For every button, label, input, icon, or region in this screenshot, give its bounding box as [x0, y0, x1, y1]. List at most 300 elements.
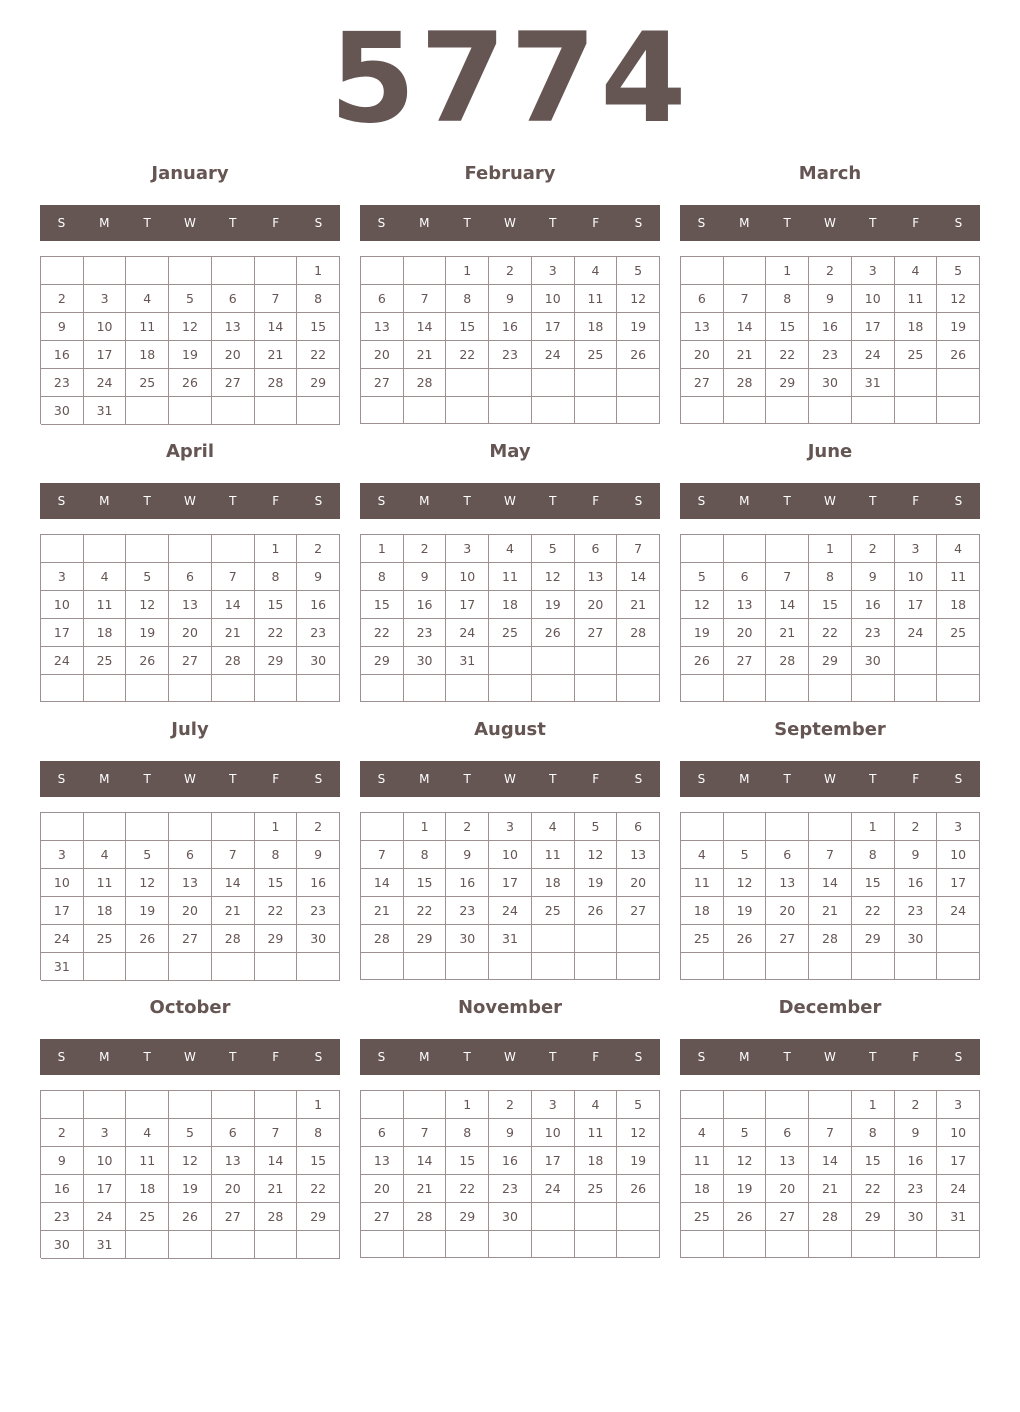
day-cell: 2 — [895, 1091, 938, 1119]
day-cell: 27 — [169, 647, 212, 675]
day-cell: 12 — [681, 591, 724, 619]
day-grid — [680, 812, 980, 980]
day-cell: 1 — [361, 535, 404, 563]
day-cell — [361, 1091, 404, 1119]
day-cell: 9 — [404, 563, 447, 591]
day-cell: 13 — [575, 563, 618, 591]
day-cell — [212, 535, 255, 563]
weekday-header — [40, 483, 340, 519]
day-cell: 13 — [212, 1147, 255, 1175]
day-cell: 18 — [681, 897, 724, 925]
weekday-label: W — [504, 772, 516, 786]
day-cell — [575, 925, 618, 953]
day-cell: 13 — [724, 591, 767, 619]
day-cell: 25 — [489, 619, 532, 647]
day-cell: 28 — [212, 925, 255, 953]
day-cell: 23 — [852, 619, 895, 647]
month-july — [40, 716, 340, 986]
day-cell: 19 — [169, 341, 212, 369]
day-grid — [680, 534, 980, 702]
day-cell: 25 — [937, 619, 980, 647]
day-cell: 25 — [532, 897, 575, 925]
day-cell — [937, 953, 980, 980]
day-cell: 8 — [446, 285, 489, 313]
day-cell — [446, 675, 489, 702]
day-cell: 29 — [255, 925, 298, 953]
weekday-label: F — [272, 1050, 280, 1064]
day-cell: 3 — [852, 257, 895, 285]
day-cell: 11 — [937, 563, 980, 591]
day-cell: 3 — [41, 841, 84, 869]
weekday-label: F — [272, 216, 280, 230]
day-cell: 3 — [41, 563, 84, 591]
day-cell: 24 — [84, 1203, 127, 1231]
day-cell — [489, 647, 532, 675]
day-cell: 21 — [766, 619, 809, 647]
day-cell: 8 — [852, 841, 895, 869]
day-cell: 17 — [446, 591, 489, 619]
day-cell: 14 — [255, 313, 298, 341]
day-grid — [360, 812, 660, 980]
day-cell — [575, 647, 618, 675]
day-cell: 12 — [126, 869, 169, 897]
day-cell: 10 — [937, 1119, 980, 1147]
day-cell — [532, 397, 575, 424]
weekday-label: T — [869, 1050, 877, 1064]
day-cell: 6 — [766, 841, 809, 869]
day-cell — [41, 675, 84, 702]
day-cell — [937, 1231, 980, 1258]
day-cell — [126, 813, 169, 841]
day-cell: 9 — [895, 1119, 938, 1147]
weekday-header — [40, 205, 340, 241]
day-cell: 3 — [532, 257, 575, 285]
day-cell: 27 — [575, 619, 618, 647]
weekday-label: W — [184, 216, 196, 230]
day-cell: 21 — [255, 341, 298, 369]
day-cell — [575, 369, 618, 397]
day-cell: 17 — [852, 313, 895, 341]
day-cell: 19 — [617, 313, 660, 341]
day-grid — [680, 256, 980, 424]
day-cell — [169, 813, 212, 841]
weekday-header — [680, 483, 980, 519]
day-cell — [404, 397, 447, 424]
weekday-label: W — [824, 772, 836, 786]
day-cell — [126, 257, 169, 285]
day-cell — [255, 953, 298, 981]
day-cell — [852, 397, 895, 424]
day-cell: 25 — [126, 369, 169, 397]
weekday-label: W — [184, 772, 196, 786]
day-cell: 30 — [809, 369, 852, 397]
day-cell: 18 — [895, 313, 938, 341]
day-cell — [84, 813, 127, 841]
month-name: October — [149, 997, 231, 1018]
weekday-label: S — [954, 1050, 963, 1064]
day-cell — [532, 1203, 575, 1231]
day-cell — [361, 257, 404, 285]
weekday-label: S — [634, 1050, 643, 1064]
day-cell: 27 — [169, 925, 212, 953]
day-grid — [680, 1090, 980, 1258]
day-cell: 26 — [575, 897, 618, 925]
month-name: April — [165, 441, 215, 462]
weekday-label: F — [592, 216, 600, 230]
day-cell: 17 — [489, 869, 532, 897]
day-cell — [617, 1203, 660, 1231]
day-cell: 5 — [617, 1091, 660, 1119]
day-cell: 24 — [937, 897, 980, 925]
day-cell — [297, 675, 340, 702]
weekday-label: T — [869, 216, 877, 230]
day-cell: 28 — [212, 647, 255, 675]
day-cell: 14 — [809, 1147, 852, 1175]
day-cell: 26 — [532, 619, 575, 647]
day-cell — [532, 369, 575, 397]
day-cell: 17 — [84, 341, 127, 369]
day-cell — [84, 1091, 127, 1119]
day-cell — [126, 675, 169, 702]
day-cell: 26 — [724, 1203, 767, 1231]
day-cell: 11 — [532, 841, 575, 869]
day-cell — [724, 953, 767, 980]
day-cell: 10 — [895, 563, 938, 591]
day-cell — [41, 813, 84, 841]
day-cell — [724, 675, 767, 702]
day-cell: 17 — [532, 1147, 575, 1175]
day-cell — [937, 369, 980, 397]
day-cell: 26 — [126, 925, 169, 953]
day-cell — [532, 925, 575, 953]
day-cell: 10 — [532, 1119, 575, 1147]
day-grid — [40, 812, 340, 980]
day-cell: 20 — [361, 1175, 404, 1203]
weekday-label: S — [314, 772, 323, 786]
day-cell — [895, 397, 938, 424]
day-cell: 6 — [212, 285, 255, 313]
day-cell: 8 — [404, 841, 447, 869]
day-cell — [255, 397, 298, 425]
day-cell: 7 — [766, 563, 809, 591]
day-cell: 4 — [126, 1119, 169, 1147]
day-cell: 29 — [766, 369, 809, 397]
day-cell: 27 — [617, 897, 660, 925]
day-cell: 2 — [809, 257, 852, 285]
day-cell: 13 — [766, 869, 809, 897]
day-cell: 22 — [404, 897, 447, 925]
weekday-label: F — [912, 1050, 920, 1064]
day-cell — [404, 1091, 447, 1119]
day-cell — [724, 1091, 767, 1119]
day-cell — [41, 535, 84, 563]
day-cell: 24 — [532, 341, 575, 369]
day-cell: 17 — [84, 1175, 127, 1203]
day-cell: 18 — [575, 1147, 618, 1175]
day-cell: 20 — [766, 1175, 809, 1203]
month-april — [40, 438, 340, 708]
day-cell: 30 — [489, 1203, 532, 1231]
day-cell: 2 — [489, 257, 532, 285]
day-cell: 26 — [937, 341, 980, 369]
day-cell: 4 — [937, 535, 980, 563]
day-cell: 31 — [84, 397, 127, 425]
day-cell — [84, 257, 127, 285]
day-cell: 15 — [255, 591, 298, 619]
day-cell: 13 — [766, 1147, 809, 1175]
day-cell: 16 — [895, 1147, 938, 1175]
day-cell — [937, 397, 980, 424]
day-cell: 11 — [489, 563, 532, 591]
month-name: June — [807, 441, 853, 462]
day-cell: 1 — [852, 813, 895, 841]
weekday-label: T — [229, 1050, 237, 1064]
weekday-header — [680, 205, 980, 241]
weekday-label: W — [824, 1050, 836, 1064]
day-cell: 15 — [852, 869, 895, 897]
day-cell: 28 — [404, 369, 447, 397]
day-cell: 28 — [724, 369, 767, 397]
day-cell: 19 — [681, 619, 724, 647]
day-cell: 24 — [84, 369, 127, 397]
day-cell — [255, 1231, 298, 1259]
day-cell: 20 — [766, 897, 809, 925]
day-cell: 18 — [575, 313, 618, 341]
day-cell: 24 — [937, 1175, 980, 1203]
weekday-label: F — [592, 494, 600, 508]
day-cell: 4 — [575, 1091, 618, 1119]
day-cell: 8 — [446, 1119, 489, 1147]
month-name: September — [774, 719, 886, 740]
day-cell: 20 — [169, 897, 212, 925]
day-cell — [489, 369, 532, 397]
day-cell — [361, 953, 404, 980]
day-cell: 22 — [852, 1175, 895, 1203]
day-cell: 11 — [126, 313, 169, 341]
day-cell — [126, 535, 169, 563]
day-cell: 11 — [126, 1147, 169, 1175]
day-cell — [681, 813, 724, 841]
weekday-label: S — [697, 216, 706, 230]
day-cell: 18 — [126, 341, 169, 369]
day-cell: 8 — [297, 1119, 340, 1147]
day-cell: 22 — [297, 1175, 340, 1203]
day-cell — [169, 675, 212, 702]
day-cell: 13 — [169, 869, 212, 897]
day-cell — [212, 1091, 255, 1119]
day-cell: 26 — [169, 369, 212, 397]
month-name: January — [151, 163, 229, 184]
day-cell: 3 — [895, 535, 938, 563]
day-cell: 1 — [766, 257, 809, 285]
day-cell — [169, 953, 212, 981]
day-cell: 15 — [297, 1147, 340, 1175]
day-cell: 6 — [361, 1119, 404, 1147]
day-cell: 30 — [297, 925, 340, 953]
day-cell: 27 — [766, 1203, 809, 1231]
day-cell: 11 — [681, 869, 724, 897]
day-cell: 18 — [84, 897, 127, 925]
weekday-label: T — [783, 1050, 791, 1064]
day-cell — [361, 1231, 404, 1258]
day-cell: 2 — [41, 285, 84, 313]
day-cell: 25 — [126, 1203, 169, 1231]
day-cell: 17 — [937, 869, 980, 897]
day-grid — [40, 1090, 340, 1258]
day-cell: 21 — [361, 897, 404, 925]
month-november — [360, 994, 660, 1264]
day-cell: 17 — [41, 619, 84, 647]
day-cell: 6 — [361, 285, 404, 313]
day-cell — [41, 257, 84, 285]
day-cell: 30 — [41, 1231, 84, 1259]
day-cell — [809, 953, 852, 980]
day-cell: 4 — [489, 535, 532, 563]
day-cell: 30 — [852, 647, 895, 675]
day-cell: 29 — [852, 925, 895, 953]
day-cell — [809, 675, 852, 702]
day-cell — [126, 953, 169, 981]
month-june — [680, 438, 980, 708]
day-cell: 29 — [297, 1203, 340, 1231]
weekday-label: F — [912, 494, 920, 508]
day-cell — [681, 397, 724, 424]
day-cell: 9 — [852, 563, 895, 591]
day-cell: 3 — [84, 1119, 127, 1147]
day-cell: 6 — [766, 1119, 809, 1147]
day-cell — [212, 953, 255, 981]
day-cell: 25 — [84, 925, 127, 953]
day-cell: 26 — [617, 341, 660, 369]
day-cell: 5 — [126, 563, 169, 591]
weekday-label: F — [272, 772, 280, 786]
day-cell — [169, 257, 212, 285]
weekday-label: T — [463, 216, 471, 230]
day-cell: 30 — [446, 925, 489, 953]
day-cell: 9 — [297, 563, 340, 591]
day-cell: 21 — [404, 341, 447, 369]
day-cell: 28 — [255, 1203, 298, 1231]
day-cell: 2 — [852, 535, 895, 563]
day-cell: 7 — [255, 285, 298, 313]
day-cell: 20 — [361, 341, 404, 369]
weekday-label: S — [314, 1050, 323, 1064]
day-cell: 9 — [895, 841, 938, 869]
day-cell: 21 — [404, 1175, 447, 1203]
day-cell: 4 — [681, 841, 724, 869]
day-cell — [575, 1231, 618, 1258]
day-cell: 15 — [297, 313, 340, 341]
day-cell: 15 — [404, 869, 447, 897]
weekday-label: M — [99, 494, 110, 508]
day-cell: 20 — [169, 619, 212, 647]
day-cell: 14 — [404, 1147, 447, 1175]
weekday-label: T — [143, 1050, 151, 1064]
day-cell: 17 — [41, 897, 84, 925]
weekday-label: S — [57, 772, 66, 786]
day-cell: 12 — [724, 1147, 767, 1175]
day-cell: 14 — [255, 1147, 298, 1175]
month-march — [680, 160, 980, 430]
day-cell: 23 — [489, 341, 532, 369]
day-cell: 19 — [126, 619, 169, 647]
weekday-label: T — [783, 494, 791, 508]
day-cell: 2 — [446, 813, 489, 841]
day-cell: 27 — [724, 647, 767, 675]
day-cell — [937, 647, 980, 675]
day-cell: 13 — [681, 313, 724, 341]
day-cell: 10 — [41, 591, 84, 619]
day-cell: 27 — [212, 1203, 255, 1231]
day-cell: 2 — [489, 1091, 532, 1119]
weekday-label: S — [634, 494, 643, 508]
day-cell: 6 — [724, 563, 767, 591]
day-cell: 22 — [809, 619, 852, 647]
weekday-label: S — [954, 494, 963, 508]
day-cell: 28 — [766, 647, 809, 675]
month-february — [360, 160, 660, 430]
day-cell: 20 — [681, 341, 724, 369]
day-grid — [360, 256, 660, 424]
weekday-label: M — [739, 494, 750, 508]
day-cell — [681, 675, 724, 702]
day-cell: 8 — [255, 563, 298, 591]
day-cell — [361, 813, 404, 841]
day-cell: 14 — [809, 869, 852, 897]
day-cell: 29 — [809, 647, 852, 675]
weekday-label: T — [463, 772, 471, 786]
day-cell: 16 — [41, 1175, 84, 1203]
day-cell: 30 — [895, 925, 938, 953]
day-cell: 25 — [895, 341, 938, 369]
day-cell: 19 — [937, 313, 980, 341]
month-name: December — [778, 997, 882, 1018]
day-cell: 22 — [361, 619, 404, 647]
weekday-label: F — [272, 494, 280, 508]
weekday-label: T — [783, 772, 791, 786]
day-cell — [895, 647, 938, 675]
day-cell: 2 — [895, 813, 938, 841]
day-cell: 7 — [809, 841, 852, 869]
day-cell: 11 — [575, 285, 618, 313]
day-cell: 11 — [84, 869, 127, 897]
day-cell: 9 — [41, 1147, 84, 1175]
day-cell — [404, 1231, 447, 1258]
day-cell: 2 — [404, 535, 447, 563]
weekday-label: S — [377, 772, 386, 786]
day-cell — [84, 535, 127, 563]
weekday-label: M — [99, 772, 110, 786]
day-cell: 6 — [617, 813, 660, 841]
weekday-label: S — [57, 494, 66, 508]
day-cell — [895, 953, 938, 980]
day-cell: 27 — [766, 925, 809, 953]
day-cell: 24 — [852, 341, 895, 369]
day-cell: 1 — [255, 535, 298, 563]
day-cell: 19 — [126, 897, 169, 925]
day-cell: 12 — [169, 1147, 212, 1175]
day-cell: 11 — [681, 1147, 724, 1175]
weekday-label: W — [184, 494, 196, 508]
day-cell: 26 — [617, 1175, 660, 1203]
day-cell: 8 — [255, 841, 298, 869]
day-cell: 3 — [446, 535, 489, 563]
day-cell: 8 — [809, 563, 852, 591]
day-cell — [84, 953, 127, 981]
day-cell: 21 — [255, 1175, 298, 1203]
day-cell — [404, 675, 447, 702]
day-cell — [681, 1091, 724, 1119]
